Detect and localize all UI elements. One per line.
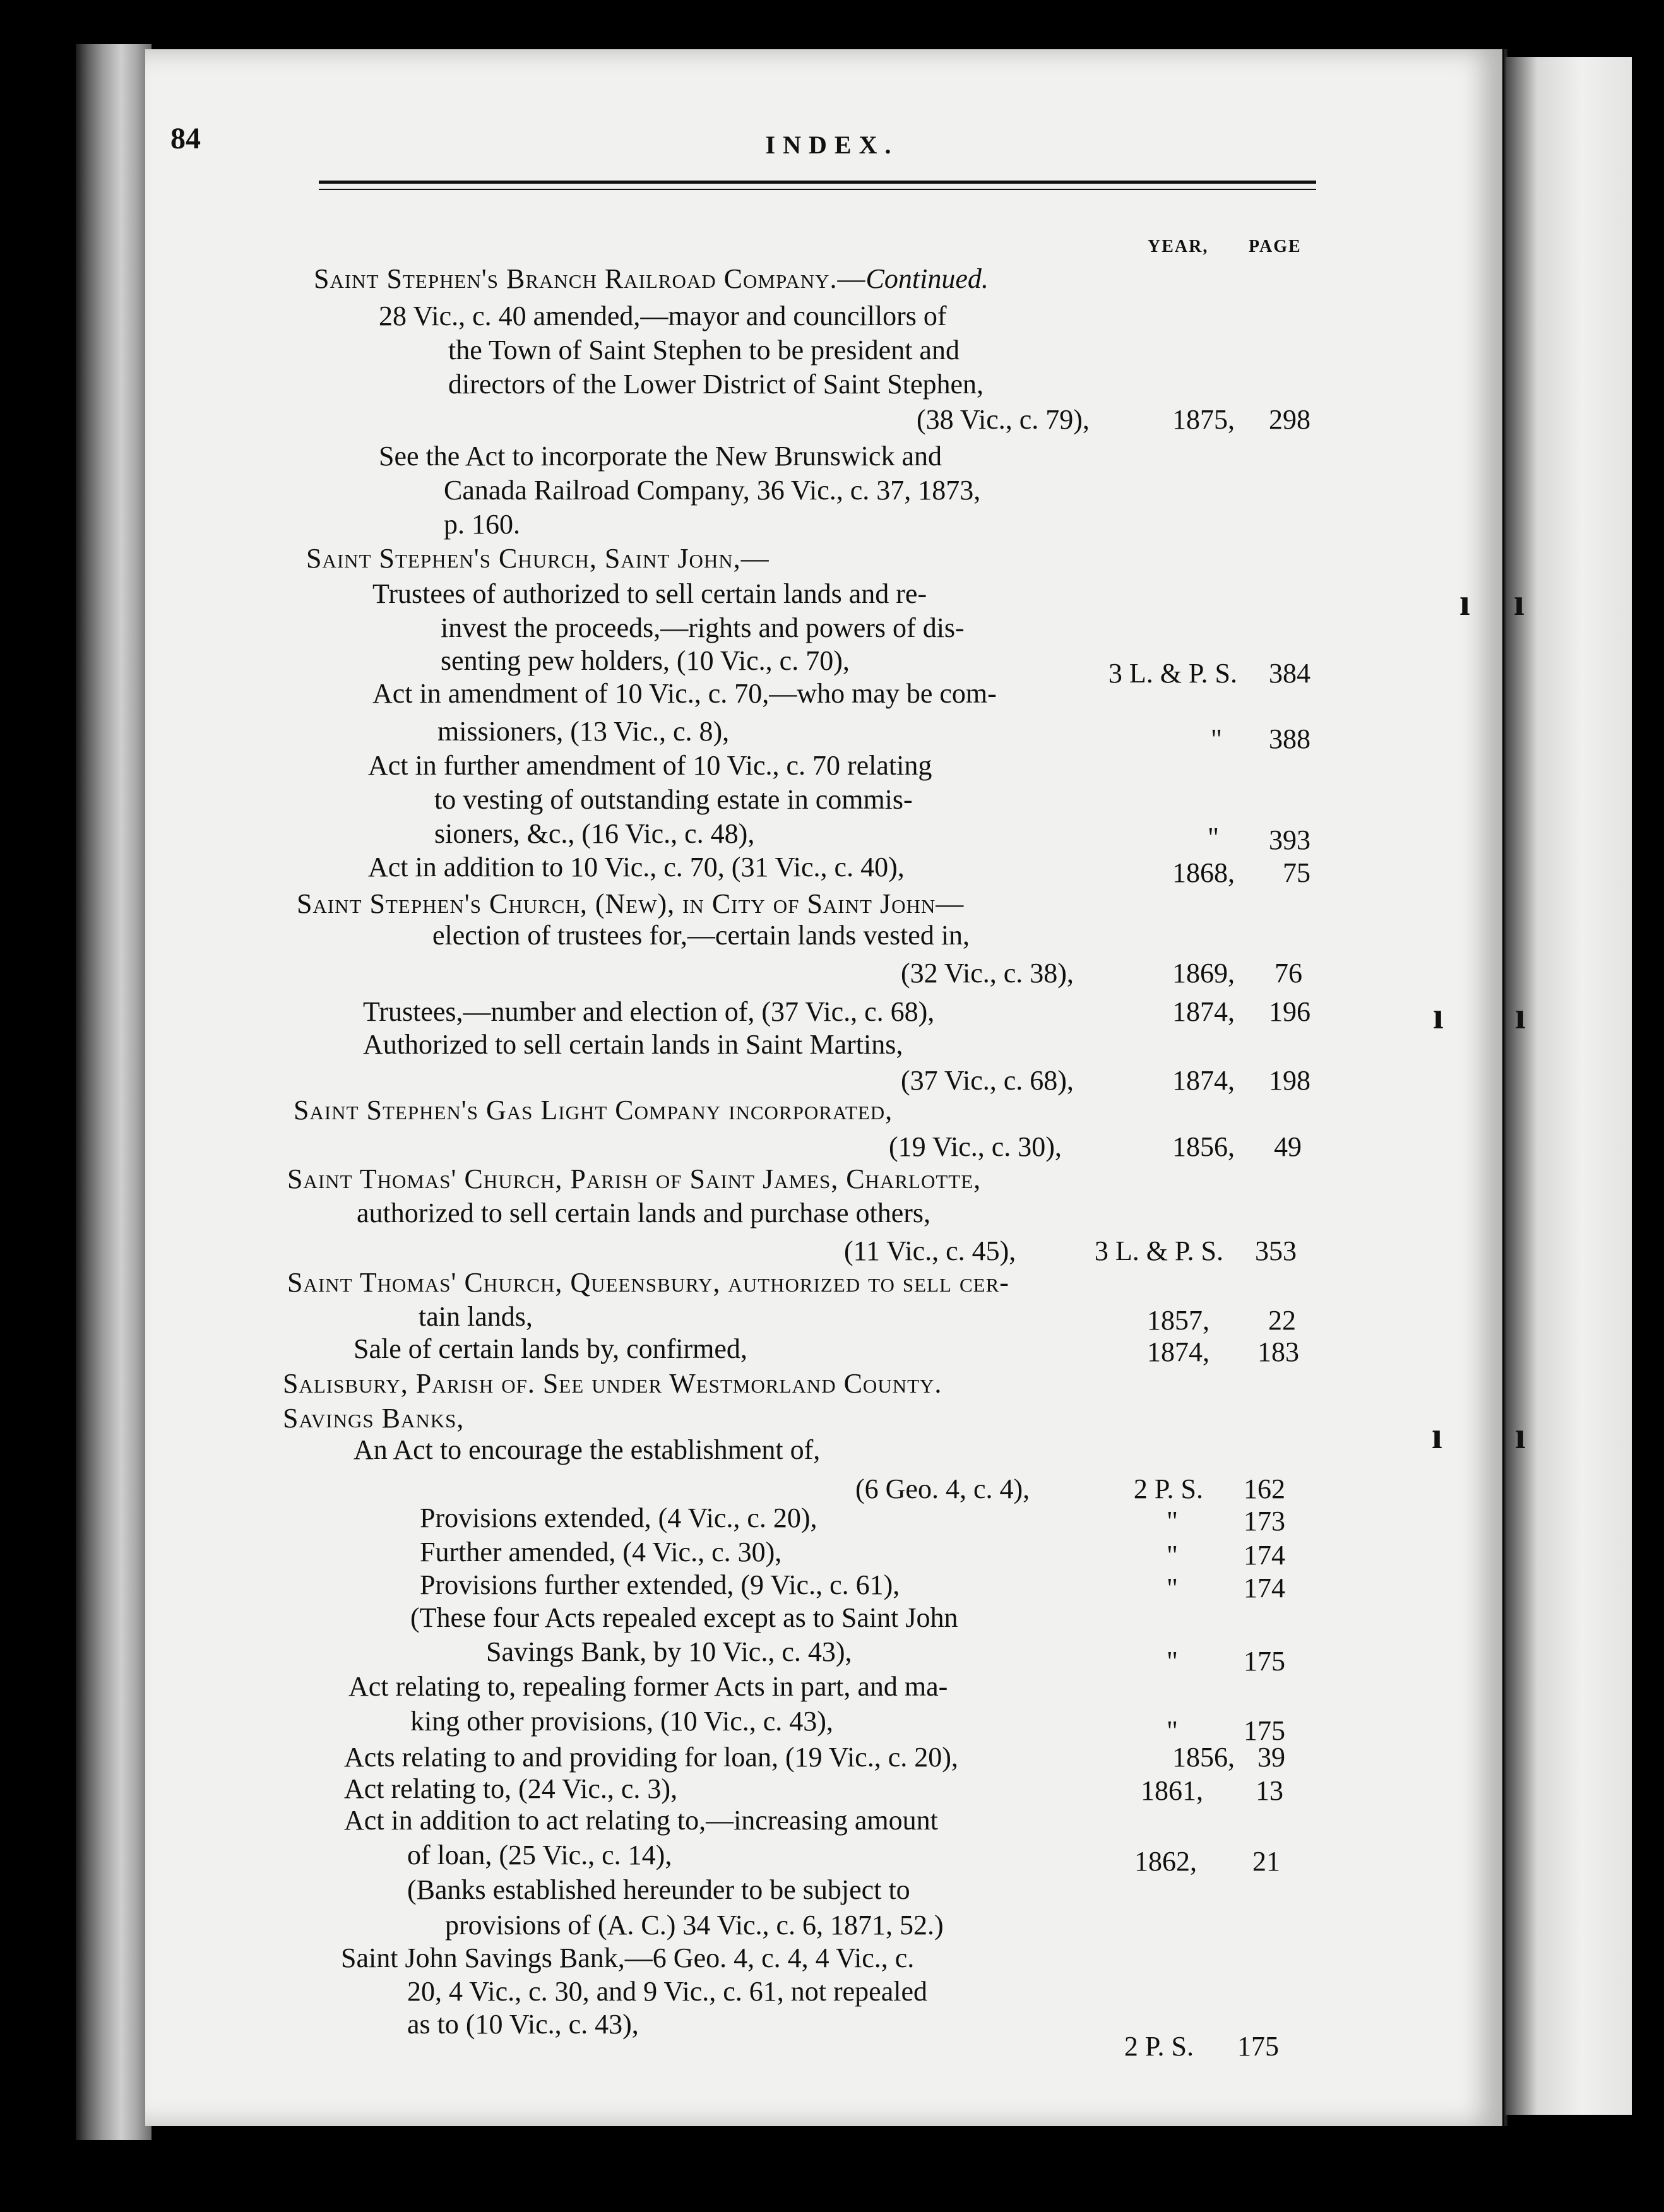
entry-year: " — [1167, 1573, 1178, 1603]
entry-page: 75 — [1283, 857, 1310, 888]
column-heading-page: PAGE — [1249, 237, 1302, 256]
entry-year: 1868, — [1172, 857, 1235, 888]
entry-year: " — [1167, 1506, 1178, 1537]
entry-line: invest the proceeds,—rights and powers of dis- — [441, 612, 965, 643]
entry-year: " — [1211, 723, 1222, 754]
page-number: 84 — [170, 122, 201, 155]
entry-year: 1874, — [1147, 1336, 1209, 1367]
entry-heading: Saint Stephen's Gas Light Company incorporated, — [294, 1095, 893, 1126]
column-heading-year: YEAR, — [1148, 237, 1209, 256]
entry-citation: (37 Vic., c. 68), — [901, 1065, 1074, 1096]
entry-heading: Saint Stephen's Branch Railroad Company.—Continued. — [314, 263, 989, 294]
entry-line: Act in further amendment of 10 Vic., c. 70 relating — [368, 750, 932, 781]
entry-page: 21 — [1252, 1846, 1280, 1877]
entry-year: 1874, — [1172, 996, 1235, 1027]
entry-year: " — [1208, 822, 1219, 853]
entry-line: (These four Acts repealed except as to Saint John — [410, 1602, 958, 1633]
entry-line: sioners, &c., (16 Vic., c. 48), — [434, 818, 755, 849]
entry-page: 173 — [1244, 1506, 1285, 1537]
entry-line: election of trustees for,—certain lands vested in, — [432, 920, 970, 951]
header-rule-thick — [319, 181, 1316, 184]
entry-line: An Act to encourage the establishment of, — [354, 1434, 821, 1465]
entry-page: 49 — [1274, 1131, 1302, 1162]
entry-year: 2 P. S. — [1124, 2031, 1194, 2062]
entry-line: Trustees of authorized to sell certain lands and re- — [372, 578, 927, 609]
entry-line: Acts relating to and providing for loan, (19 Vic., c. 20), — [344, 1742, 958, 1773]
entry-line: Sale of certain lands by, confirmed, — [354, 1333, 747, 1364]
entry-line: (Banks established hereunder to be subject to — [407, 1874, 910, 1905]
entry-line: the Town of Saint Stephen to be president and — [448, 335, 960, 366]
entry-citation: (19 Vic., c. 30), — [889, 1131, 1062, 1162]
book-edge — [76, 44, 152, 2140]
entry-line: missioners, (13 Vic., c. 8), — [437, 716, 730, 747]
entry-page: 353 — [1255, 1235, 1297, 1266]
entry-page: 39 — [1257, 1742, 1285, 1773]
entry-year: 1874, — [1172, 1065, 1235, 1096]
entry-line: king other provisions, (10 Vic., c. 43), — [410, 1706, 833, 1737]
entry-year: 1875, — [1172, 404, 1235, 435]
entry-year: 1856, — [1172, 1131, 1235, 1162]
margin-speck: ı — [1432, 1415, 1442, 1456]
entry-line: Act relating to, (24 Vic., c. 3), — [344, 1773, 678, 1804]
entry-line: Provisions further extended, (9 Vic., c. 61), — [420, 1569, 900, 1600]
margin-speck: ı — [1515, 1415, 1526, 1456]
entry-citation: (32 Vic., c. 38), — [901, 958, 1074, 989]
entry-year: 1861, — [1141, 1775, 1203, 1806]
entry-year: 1856, — [1172, 1742, 1235, 1773]
entry-heading: Saint Thomas' Church, Parish of Saint James, Charlotte, — [287, 1163, 982, 1194]
entry-year: 3 L. & P. S. — [1094, 1235, 1223, 1266]
entry-page: 196 — [1269, 996, 1310, 1027]
header-rule-thin — [319, 189, 1316, 190]
entry-page: 162 — [1244, 1473, 1285, 1504]
entry-line: Trustees,—number and election of, (37 Vic., c. 68), — [363, 996, 935, 1027]
entry-year: 1869, — [1172, 958, 1235, 989]
entry-heading: Saint Thomas' Church, Queensbury, authorized to sell cer- — [287, 1267, 1009, 1298]
entry-year: 1857, — [1147, 1305, 1209, 1336]
margin-speck: ı — [1515, 995, 1526, 1037]
entry-line: as to (10 Vic., c. 43), — [407, 2009, 639, 2040]
entry-line: provisions of (A. C.) 34 Vic., c. 6, 1871, 52.) — [445, 1910, 944, 1941]
entry-line: Authorized to sell certain lands in Saint Martins, — [363, 1029, 903, 1060]
entry-page: 13 — [1256, 1775, 1283, 1806]
margin-speck: ı — [1459, 581, 1470, 623]
entry-page: 175 — [1244, 1715, 1285, 1746]
entry-heading: Saint Stephen's Church, Saint John,— — [306, 543, 770, 574]
entry-year: " — [1167, 1646, 1178, 1677]
entry-year: " — [1167, 1715, 1178, 1746]
entry-heading: Salisbury, Parish of. See under Westmorland County. — [283, 1368, 942, 1399]
entry-citation: (6 Geo. 4, c. 4), — [855, 1473, 1030, 1504]
entry-line: See the Act to incorporate the New Brunswick and — [379, 441, 942, 472]
entry-line: Act in addition to act relating to,—increasing amount — [344, 1805, 938, 1836]
entry-page: 298 — [1269, 404, 1310, 435]
entry-line: 20, 4 Vic., c. 30, and 9 Vic., c. 61, not repealed — [407, 1976, 927, 2007]
entry-citation: (38 Vic., c. 79), — [917, 404, 1090, 435]
entry-line: Provisions extended, (4 Vic., c. 20), — [420, 1502, 817, 1533]
entry-line: senting pew holders, (10 Vic., c. 70), — [441, 645, 850, 676]
entry-line: Canada Railroad Company, 36 Vic., c. 37, 1873, — [444, 475, 981, 506]
margin-speck: ı — [1514, 581, 1524, 623]
entry-page: 198 — [1269, 1065, 1310, 1096]
entry-page: 183 — [1257, 1336, 1299, 1367]
margin-speck: ı — [1433, 995, 1444, 1037]
entry-year: 1862, — [1134, 1846, 1197, 1877]
entry-page: 174 — [1244, 1573, 1285, 1603]
entry-line: of loan, (25 Vic., c. 14), — [407, 1840, 672, 1870]
running-head: INDEX. — [765, 131, 899, 159]
entry-page: 384 — [1269, 658, 1310, 689]
entry-page: 76 — [1275, 958, 1302, 989]
entry-line: Saint John Savings Bank,—6 Geo. 4, c. 4, 4 Vic., c. — [341, 1942, 915, 1973]
entry-page: 22 — [1268, 1305, 1296, 1336]
entry-line: Further amended, (4 Vic., c. 30), — [420, 1537, 782, 1567]
entry-page: 174 — [1244, 1540, 1285, 1571]
entry-page: 175 — [1237, 2031, 1279, 2062]
entry-line: Act relating to, repealing former Acts in part, and ma- — [348, 1671, 948, 1702]
entry-page: 388 — [1269, 723, 1310, 754]
entry-year: " — [1167, 1540, 1178, 1571]
entry-page: 393 — [1269, 824, 1310, 855]
entry-year: 3 L. & P. S. — [1108, 658, 1237, 689]
entry-line: tain lands, — [419, 1301, 533, 1332]
entry-line: Act in addition to 10 Vic., c. 70, (31 Vic., c. 40), — [368, 852, 905, 883]
entry-page: 175 — [1244, 1646, 1285, 1677]
entry-line: Savings Bank, by 10 Vic., c. 43), — [486, 1636, 852, 1667]
entry-citation: (11 Vic., c. 45), — [844, 1235, 1016, 1266]
facing-page-edge — [1506, 57, 1632, 2115]
entry-year: 2 P. S. — [1133, 1473, 1203, 1504]
entry-line: Act in amendment of 10 Vic., c. 70,—who may be com- — [372, 678, 997, 709]
entry-line: directors of the Lower District of Saint Stephen, — [448, 369, 984, 400]
entry-line: to vesting of outstanding estate in commis- — [434, 784, 913, 815]
entry-heading: Saint Stephen's Church, (New), in City of Saint John— — [297, 888, 965, 919]
entry-line: authorized to sell certain lands and purchase others, — [357, 1198, 931, 1228]
entry-line: 28 Vic., c. 40 amended,—mayor and councillors of — [379, 300, 947, 331]
entry-heading: Savings Banks, — [283, 1403, 465, 1434]
entry-line: p. 160. — [444, 509, 520, 540]
